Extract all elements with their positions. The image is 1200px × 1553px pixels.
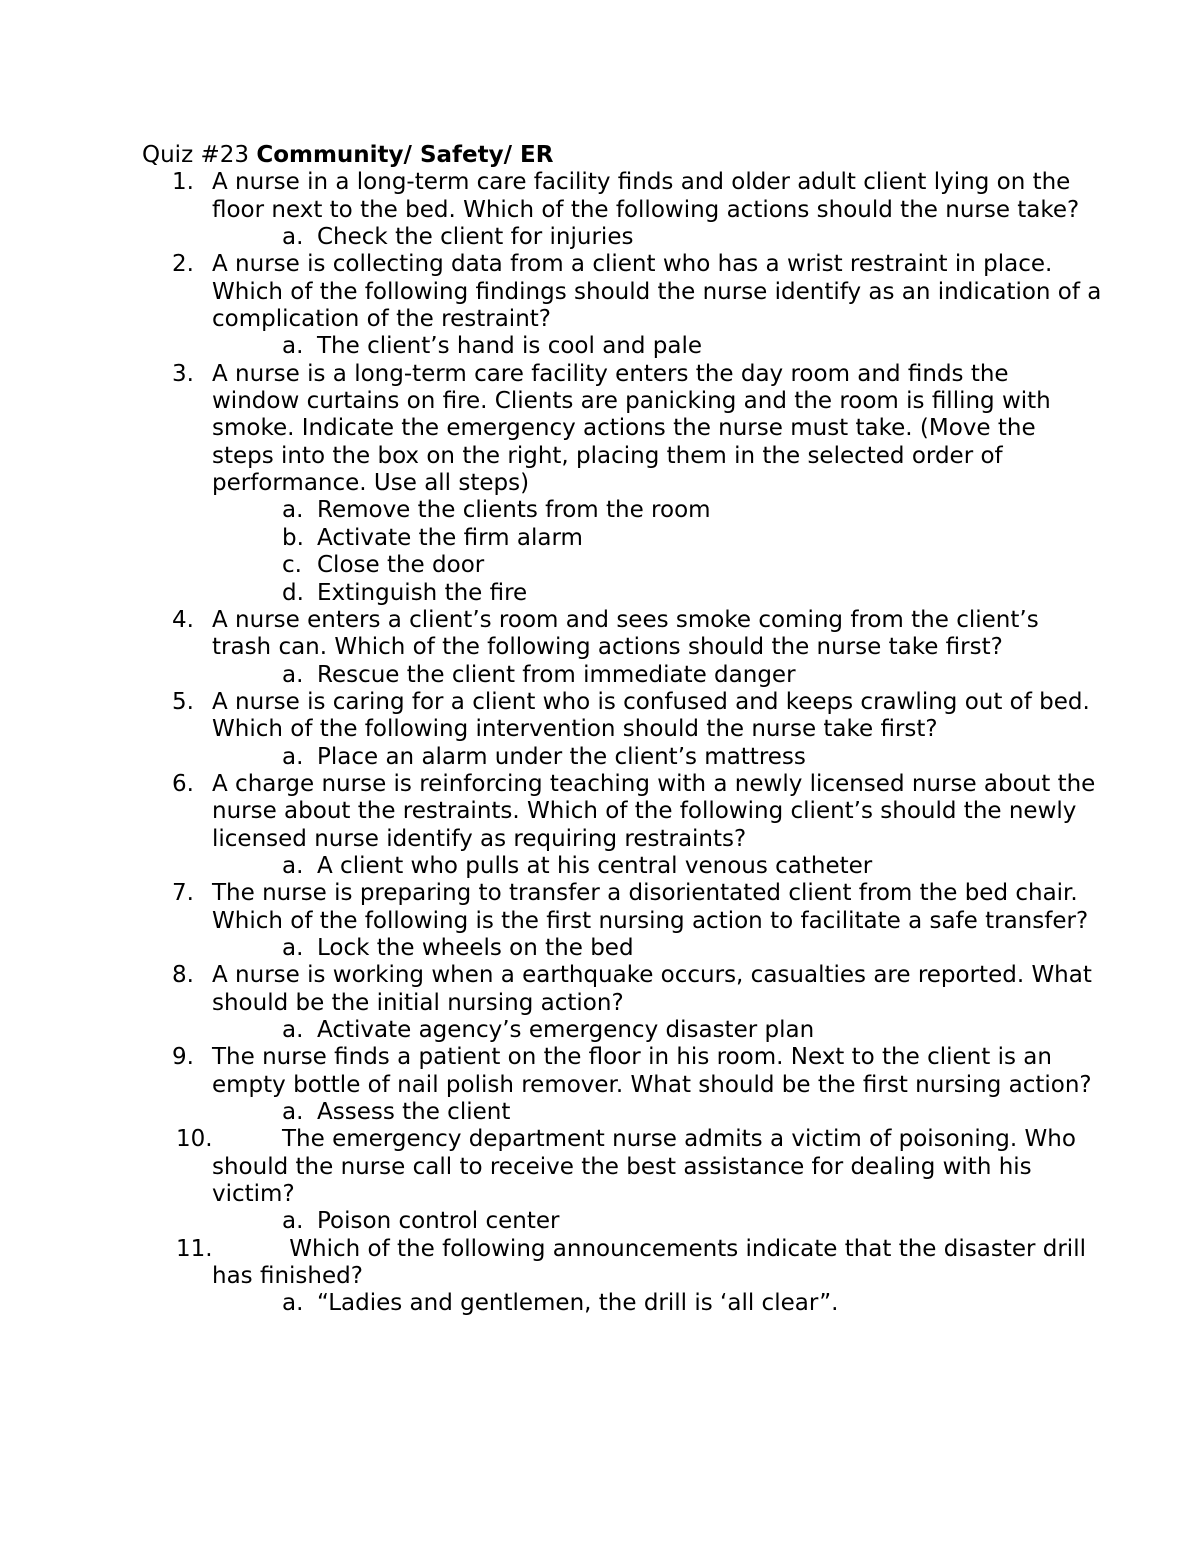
answer-label: b.: [282, 524, 304, 551]
answer-text: Lock the wheels on the bed: [317, 934, 634, 961]
question-text: A charge nurse is reinforcing teaching with a newly licensed nurse about the nurse about the restraints. Which of the following client’s should the newly licensed nurse identify as requiring restraints?: [212, 770, 1096, 852]
answer-item: [282, 853, 1102, 880]
question-number: 8.: [172, 962, 194, 989]
question-number: 1.: [172, 169, 194, 196]
question-item: [142, 689, 1102, 771]
question-number: 3.: [172, 360, 194, 387]
answer-text: Place an alarm under the client’s mattress: [317, 743, 806, 770]
answer-list: [212, 1099, 1102, 1126]
question-item: [142, 251, 1102, 360]
question-text: A nurse in a long-term care facility finds and older adult client lying on the floor next to the bed. Which of the following actions should the nurse take?: [212, 169, 1080, 223]
answer-item: [282, 1017, 1102, 1044]
question-text: The nurse finds a patient on the floor in his room. Next to the client is an empty bottle of nail polish remover. What should be the first nursing action?: [212, 1044, 1092, 1098]
question-number: 6.: [172, 770, 194, 797]
question-item: [142, 1044, 1102, 1126]
answer-item: [282, 935, 1102, 962]
question-text: A nurse is a long-term care facility enters the day room and finds the window curtains on fire. Clients are panicking and the room is filling with smoke. Indicate the emergency actions the nurse must take. (Move the steps into the box on the right, placing them in the selected order of performance. Use all steps): [212, 360, 1051, 497]
question-text: A nurse enters a client’s room and sees smoke coming from the client’s trash can. Which of the following actions should the nurse take first?: [212, 606, 1039, 661]
answer-label: a.: [282, 497, 304, 524]
question-item: [142, 169, 1102, 251]
question-text: [212, 1126, 1102, 1208]
answer-label: a.: [282, 1208, 304, 1235]
question-item: [142, 880, 1102, 962]
answer-text: Activate agency’s emergency disaster plan: [317, 1017, 815, 1043]
answer-list: [212, 497, 1102, 606]
quiz-document: [142, 142, 1102, 1318]
question-text: [212, 1236, 1102, 1291]
answer-text: “Ladies and gentlemen, the drill is ‘all clear”.: [317, 1290, 839, 1317]
question-number: 9.: [172, 1044, 194, 1071]
question-text: A nurse is caring for a client who is confused and keeps crawling out of bed. Which of the following intervention should the nurse take first?: [212, 688, 1090, 743]
answer-label: c.: [282, 552, 302, 579]
answer-item: [282, 497, 1102, 524]
quiz-title-topic: Community/ Safety/ ER: [256, 142, 554, 168]
answer-item: [282, 224, 1102, 251]
answer-text: The client’s hand is cool and pale: [317, 333, 703, 360]
answer-label: a.: [282, 743, 304, 770]
answer-text: A client who pulls at his central venous catheter: [317, 852, 873, 879]
question-text-content: Which of the following announcements indicate that the disaster drill has finished?: [212, 1235, 1086, 1290]
question-number: 2.: [172, 251, 194, 278]
answer-item: [282, 1290, 1102, 1317]
quiz-title: [142, 142, 1102, 169]
answer-text: Activate the firm alarm: [317, 524, 583, 551]
question-item: [142, 771, 1102, 880]
answer-list: [212, 662, 1102, 689]
question-text: The nurse is preparing to transfer a disorientated client from the bed chair. Which of the following is the first nursing action to facilitate a safe transfer?: [212, 880, 1089, 934]
answer-label: a.: [282, 224, 304, 251]
answer-item: [282, 744, 1102, 771]
answer-text: Rescue the client from immediate danger: [317, 661, 796, 688]
answer-label: a.: [282, 1017, 304, 1043]
question-item: [142, 361, 1102, 607]
answer-item: [282, 552, 1102, 579]
question-item: [142, 962, 1102, 1044]
answer-item: [282, 1099, 1102, 1126]
answer-list: [212, 935, 1102, 962]
answer-item: [282, 580, 1102, 607]
question-number: 5.: [172, 688, 194, 715]
question-item: [142, 1236, 1102, 1318]
answer-item: [282, 333, 1102, 360]
answer-list: [212, 333, 1102, 360]
question-number: 10.: [176, 1126, 213, 1153]
answer-label: a.: [282, 852, 304, 879]
question-text: A nurse is collecting data from a client who has a wrist restraint in place. Which of the following findings should the nurse identify as an indication of a complication of the restraint?: [212, 251, 1102, 333]
question-item: [142, 1126, 1102, 1235]
answer-label: a.: [282, 333, 304, 360]
answer-text: Extinguish the fire: [317, 579, 528, 606]
question-item: [142, 607, 1102, 689]
answer-label: a.: [282, 1290, 304, 1317]
answer-list: [212, 224, 1102, 251]
answer-label: a.: [282, 1099, 304, 1126]
answer-text: Remove the clients from the room: [317, 497, 711, 524]
question-number: 11.: [176, 1235, 213, 1262]
answer-item: [282, 1208, 1102, 1235]
answer-text: Check the client for injuries: [317, 224, 634, 251]
question-text: A nurse is working when a earthquake occurs, casualties are reported. What should be the initial nursing action?: [212, 962, 1092, 1016]
question-number: 4.: [172, 606, 194, 633]
question-text-content: The emergency department nurse admits a victim of poisoning. Who should the nurse call to receive the best assistance for dealing with his victim?: [212, 1126, 1076, 1208]
answer-item: [282, 525, 1102, 552]
answer-item: [282, 662, 1102, 689]
answer-list: [212, 1017, 1102, 1044]
question-number: 7.: [172, 880, 194, 907]
answer-list: [212, 1290, 1102, 1317]
answer-text: Poison control center: [317, 1208, 560, 1235]
answer-list: [212, 1208, 1102, 1235]
question-list: [142, 169, 1102, 1317]
answer-list: [212, 744, 1102, 771]
answer-label: d.: [282, 579, 304, 606]
answer-text: Assess the client: [317, 1099, 511, 1126]
answer-list: [212, 853, 1102, 880]
answer-text: Close the door: [317, 552, 485, 579]
answer-label: a.: [282, 934, 304, 961]
answer-label: a.: [282, 661, 304, 688]
quiz-title-prefix: Quiz #23: [142, 142, 257, 168]
